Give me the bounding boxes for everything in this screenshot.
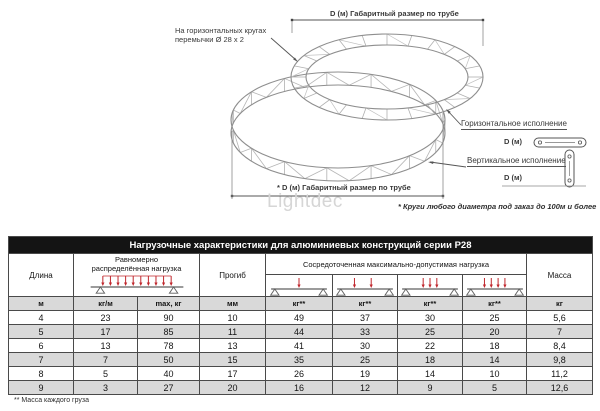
truss-rung <box>387 34 408 46</box>
support-triangle <box>96 287 104 293</box>
table-cell: 19 <box>333 367 397 380</box>
unit-cell: кг/м <box>74 297 137 310</box>
truss-rung <box>362 108 366 119</box>
truss-web <box>285 78 305 87</box>
table-cell: 13 <box>74 339 137 352</box>
table-cell: 30 <box>398 311 462 324</box>
table-cell: 13 <box>200 339 265 352</box>
truss-rung <box>408 35 412 46</box>
custom-order-note: * Круги любого диаметра под заказ до 100м и более <box>398 202 597 211</box>
table-cell: 25 <box>463 311 526 324</box>
table-cell: 15 <box>200 353 265 366</box>
load-arrowhead <box>503 285 506 289</box>
truss-rung <box>444 100 455 108</box>
table-cell: 30 <box>333 339 397 352</box>
truss-web <box>436 140 443 143</box>
unit-cell: max, кг <box>138 297 199 310</box>
load-arrowhead <box>139 283 142 287</box>
vertical-variant-leader <box>430 162 466 167</box>
load-arrowhead <box>297 285 300 289</box>
leader-arrowhead <box>428 161 433 164</box>
table-cell: 9 <box>398 381 462 394</box>
table-cell: 14 <box>398 367 462 380</box>
truss-web <box>251 92 266 98</box>
point-load-4-diagram <box>464 275 526 296</box>
truss-web <box>349 74 371 85</box>
table-cell: 17 <box>74 325 137 338</box>
load-arrowhead <box>146 283 149 287</box>
load-arrowhead <box>124 283 127 287</box>
support-triangle <box>385 289 393 295</box>
watermark: Lightdec <box>267 191 343 212</box>
vertical-variant-dim: D (м) <box>504 173 523 182</box>
truss-rung <box>444 47 455 55</box>
load-arrowhead <box>161 283 164 287</box>
load-arrowhead <box>131 283 134 287</box>
table-cell: 40 <box>138 367 199 380</box>
table-cell: 17 <box>200 367 265 380</box>
col-header-length: Длина <box>9 254 73 296</box>
truss-rung <box>339 105 347 115</box>
load-arrowhead <box>353 285 356 289</box>
table-cell: 44 <box>266 325 332 338</box>
truss-rung <box>428 40 436 50</box>
table-cell: 7 <box>527 325 592 338</box>
point-load-3-diagram <box>399 275 461 296</box>
table-cell: 6 <box>9 339 73 352</box>
truss-web <box>233 110 240 113</box>
vertical-ring-top-chord <box>231 72 445 168</box>
table-cell: 18 <box>463 339 526 352</box>
load-arrowhead <box>422 285 425 289</box>
table-cell: 25 <box>333 353 397 366</box>
table-cell: 78 <box>138 339 199 352</box>
table-cell: 35 <box>266 353 332 366</box>
table-footnote: ** Масса каждого груза <box>14 397 90 404</box>
truss-web <box>266 162 284 169</box>
col-header-concentrated: Сосредоточенная максимально-допустимая нагрузка <box>266 254 526 274</box>
load-arrowhead <box>435 285 438 289</box>
table-cell: 11 <box>200 325 265 338</box>
point-load-1-diagram <box>268 275 330 296</box>
dim-end <box>291 19 293 21</box>
table-cell: 23 <box>74 311 137 324</box>
support-triangle <box>466 289 474 295</box>
load-arrowhead <box>101 283 104 287</box>
top-dimension-label: D (м) Габаритный размер по трубе <box>330 9 459 18</box>
table-cell: 18 <box>398 353 462 366</box>
horizontal-variant-dim: D (м) <box>504 137 523 146</box>
col-header-distributed <box>74 254 199 296</box>
load-arrowhead <box>154 283 157 287</box>
table-cell: 14 <box>463 353 526 366</box>
unit-cell: кг** <box>266 297 332 310</box>
table-cell: 33 <box>333 325 397 338</box>
table-cell: 5,6 <box>527 311 592 324</box>
table-cell: 11,2 <box>527 367 592 380</box>
table-cell: 10 <box>463 367 526 380</box>
truss-web <box>305 168 327 179</box>
truss-web <box>327 168 349 181</box>
table-cell: 20 <box>200 381 265 394</box>
table-cell: 20 <box>463 325 526 338</box>
support-triangle <box>169 287 177 293</box>
support-triangle <box>402 289 410 295</box>
table-cell: 7 <box>74 353 137 366</box>
table-cell: 4 <box>9 311 73 324</box>
truss-rung <box>366 108 387 120</box>
table-cell: 49 <box>266 311 332 324</box>
table-cell: 41 <box>266 339 332 352</box>
load-arrowhead <box>370 285 373 289</box>
truss-rung <box>444 99 470 100</box>
table-cell: 9 <box>9 381 73 394</box>
truss-rung <box>362 35 366 46</box>
support-triangle <box>337 289 345 295</box>
truss-web <box>240 148 251 152</box>
load-arrowhead <box>496 285 499 289</box>
table-cell: 5 <box>9 325 73 338</box>
unit-cell: кг** <box>333 297 397 310</box>
table-cell: 50 <box>138 353 199 366</box>
truss-rung <box>319 47 330 55</box>
load-arrowhead <box>108 283 111 287</box>
load-arrowhead <box>489 285 492 289</box>
distributed-load-diagram <box>76 273 198 294</box>
table-title: Нагрузочные характеристики для алюминиевых конструкций серии Р28 <box>9 237 592 253</box>
bottom-dimension-label: * D (м) Габаритный размер по трубе <box>277 183 411 192</box>
truss-rung <box>408 108 412 119</box>
truss-web <box>327 72 349 85</box>
truss-web <box>410 156 425 162</box>
unit-cell: кг <box>527 297 592 310</box>
truss-web <box>371 166 391 175</box>
load-characteristics-table <box>8 236 593 395</box>
load-arrowhead <box>116 283 119 287</box>
rungs-note: На горизонтальных кругах перемычки Ø 28 х 2 <box>175 26 267 44</box>
table-cell: 90 <box>138 311 199 324</box>
support-triangle <box>450 289 458 295</box>
table-cell: 12 <box>333 381 397 394</box>
horizontal-variant-label: Горизонтальное исполнение <box>461 119 567 128</box>
table-cell: 5 <box>463 381 526 394</box>
support-triangle <box>514 289 522 295</box>
table-cell: 26 <box>266 367 332 380</box>
table-cell: 7 <box>9 353 73 366</box>
truss-rung <box>294 66 308 69</box>
table-cell: 37 <box>333 311 397 324</box>
table-cell: 3 <box>74 381 137 394</box>
support-triangle <box>319 289 327 295</box>
load-arrowhead <box>482 285 485 289</box>
table-cell: 8,4 <box>527 339 592 352</box>
truss-rung <box>319 100 330 108</box>
load-arrowhead <box>428 285 431 289</box>
truss-rung <box>465 85 479 88</box>
col-header-mass: Масса <box>527 254 592 296</box>
truss-rung <box>465 66 479 69</box>
table-cell: 25 <box>398 325 462 338</box>
table-cell: 10 <box>200 311 265 324</box>
unit-cell: кг** <box>463 297 526 310</box>
truss-rung <box>304 54 330 55</box>
table-cell: 12,6 <box>527 381 592 394</box>
col-header-deflection: Прогиб <box>200 254 265 296</box>
support-triangle <box>271 289 279 295</box>
point-load-2-diagram <box>334 275 396 296</box>
table-cell: 16 <box>266 381 332 394</box>
load-arrowhead <box>169 283 172 287</box>
dim-end <box>482 19 484 21</box>
table-cell: 22 <box>398 339 462 352</box>
truss-web <box>392 84 410 91</box>
distributed-load-label: Равномерно распределённая нагрузка <box>91 255 182 273</box>
unit-cell: кг** <box>398 297 462 310</box>
unit-cell: м <box>9 297 73 310</box>
truss-rung <box>304 56 317 62</box>
vertical-variant-label: Вертикальное исполнение <box>467 156 566 165</box>
table-cell: 8 <box>9 367 73 380</box>
table-cell: 27 <box>138 381 199 394</box>
vertical-ring-bottom-chord <box>231 85 445 181</box>
truss-rung <box>457 93 470 99</box>
table-cell: 5 <box>74 367 137 380</box>
table-cell: 85 <box>138 325 199 338</box>
table-cell: 9,8 <box>527 353 592 366</box>
unit-cell: мм <box>200 297 265 310</box>
